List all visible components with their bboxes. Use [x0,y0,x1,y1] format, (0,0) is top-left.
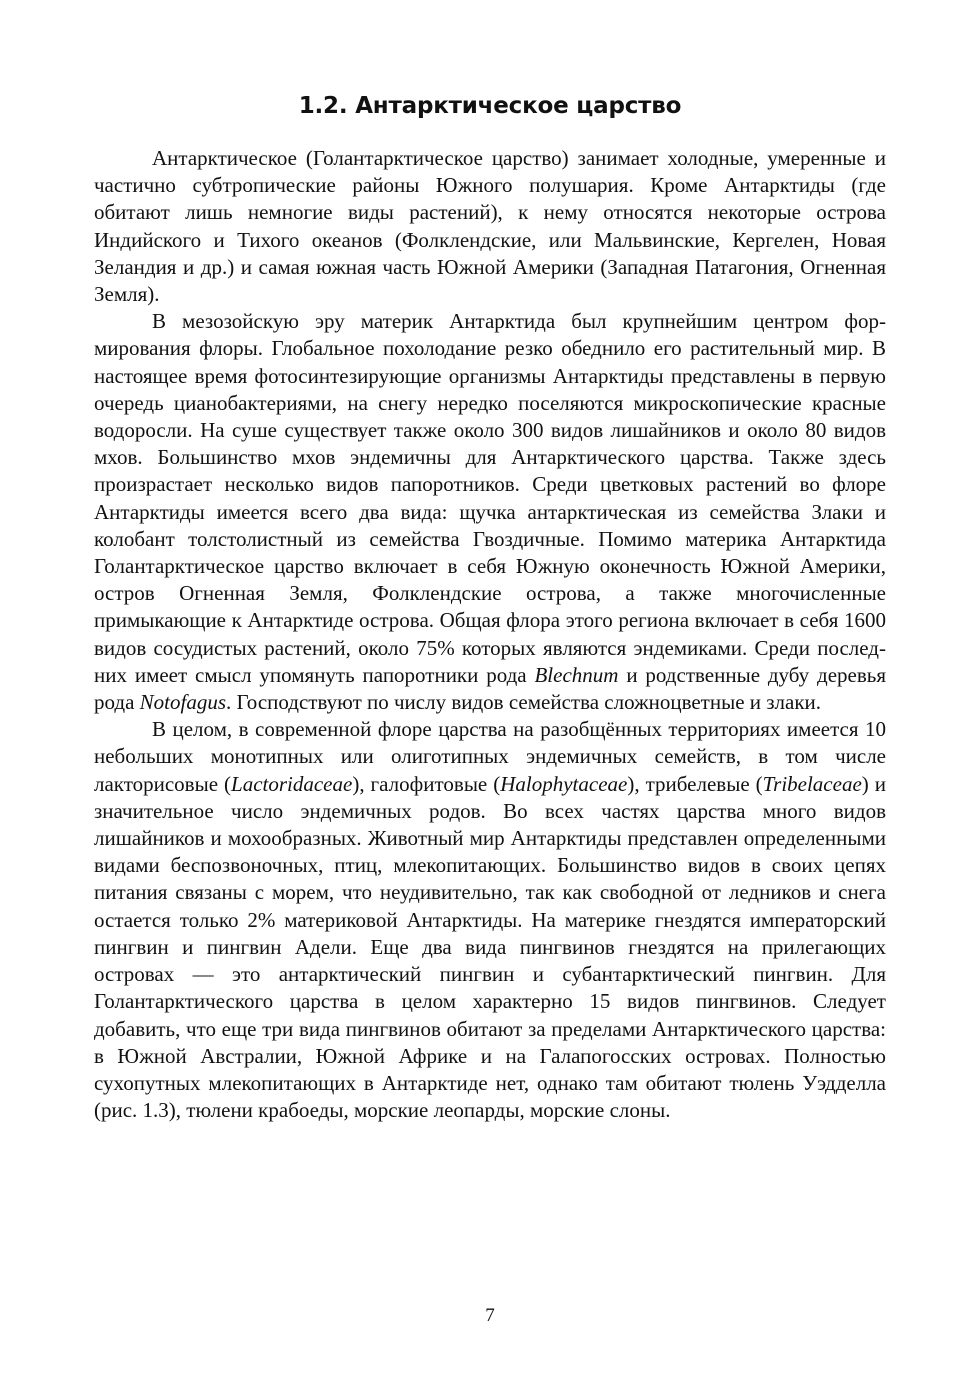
paragraph-text-segment: Антарктическое (Голантарктическое царство) занимает холодные, умеренные и частично субтропические районы Южного полушария. Кроме Антарктиды (где обитают лишь немногие виды растений), к нему относятся некоторые острова Индийского и Тихого океанов (Фолклендские, или Мальвинские, Кергелен, Новая Зеландия и др.) и самая южная часть Южной Америки (Западная Патагония, Огненная Земля). [94,146,886,307]
latin-taxon-name: Notofagus [139,690,227,715]
paragraph-text-segment: В мезозойскую эру материк Антарктида был крупнейшим центром формирования флоры. Глобальное похолодание резко обеднило его растительный мир. В настоящее время фотосинтезирующие организмы Антарктиды представлены в первую очередь цианобактериями, на снегу нередко поселяются микроскопические красные водоросли. На суше существует также около 300 видов лишайников и около 80 видов мхов. Большинство мхов эндемичны для Антарктического царства. Также здесь произрастает несколько видов папоротников. Среди цветковых растений во флоре Антарктиды имеется всего два вида: щучка антарктическая из семейства Злаки и колобант толстолистный из семейства Гвоздичные. Помимо материка Антарктида Голантарктическое царство включает в себя Южную оконечность Южной Америки, остров Огненная Земля, Фолклендские острова, а также многочисленные примыкающие к Антарктиде острова. Общая флора этого региона включает в себя 1600 видов сосудистых растений, около 75% которых являются эндемиками. Среди последних имеет смысл упомянуть папоротники рода [94,309,886,687]
paragraph-text-segment: ) и значительное число эндемичных родов. Во всех частях царства много видов лишайников и мохообразных. Животный мир Антарктиды представлен определенными видами беспозвоночных, птиц, млекопитающих. Большинство видов в своих цепях питания связаны с морем, что неудивительно, так как свободной от ледников и снега остается только 2% материковой Антарктиды. На материке гнездятся императорский пингвин и пингвин Адели. Еще два вида пингвинов гнездятся на прилегающих островах — это антарктический пингвин и субантарктический пингвин. Для Голантарктического царства в целом характерно 15 видов пингвинов. Следует добавить, что еще три вида пингвинов обитают за пределами Антарктического царства: в Южной Австралии, Южной Африке и на Галапогосских островах. Полностью сухопутных млекопитающих в Антарктиде нет, однако там обитают тюлень Уэдделла (рис. 1.3), тюлени крабоеды, морские леопарды, морские слоны. [94,771,886,1123]
paragraph-text-segment: ), трибелевые ( [627,771,763,796]
latin-taxon-name: Blechnum [534,662,619,687]
paragraph-text-segment: ), галофитовые ( [352,771,501,796]
paragraph-text-segment: В целом, в современной флоре царства на разобщённых территориях имеется 10 небольших монотипных или олиготипных эндемичных семейств, в том числе лакторисовые ( [94,717,886,796]
paragraph-text-segment: . Господствуют по числу видов семейства сложноцветные и злаки. [226,690,822,715]
page-number: 7 [485,1305,495,1326]
latin-taxon-name: Halophytaceae [500,771,628,796]
latin-taxon-name: Lactoridaceae [231,771,353,796]
section-heading: 1.2. Антарктическое царство [298,93,682,119]
latin-taxon-name: Tribelaceae [762,771,862,796]
paragraph-text-segment: и родственные дубу деревья рода [94,662,886,715]
paragraph-1 [94,145,886,308]
body-text [94,145,886,1124]
paragraph-3 [94,716,886,1124]
paragraph-2 [94,308,886,716]
